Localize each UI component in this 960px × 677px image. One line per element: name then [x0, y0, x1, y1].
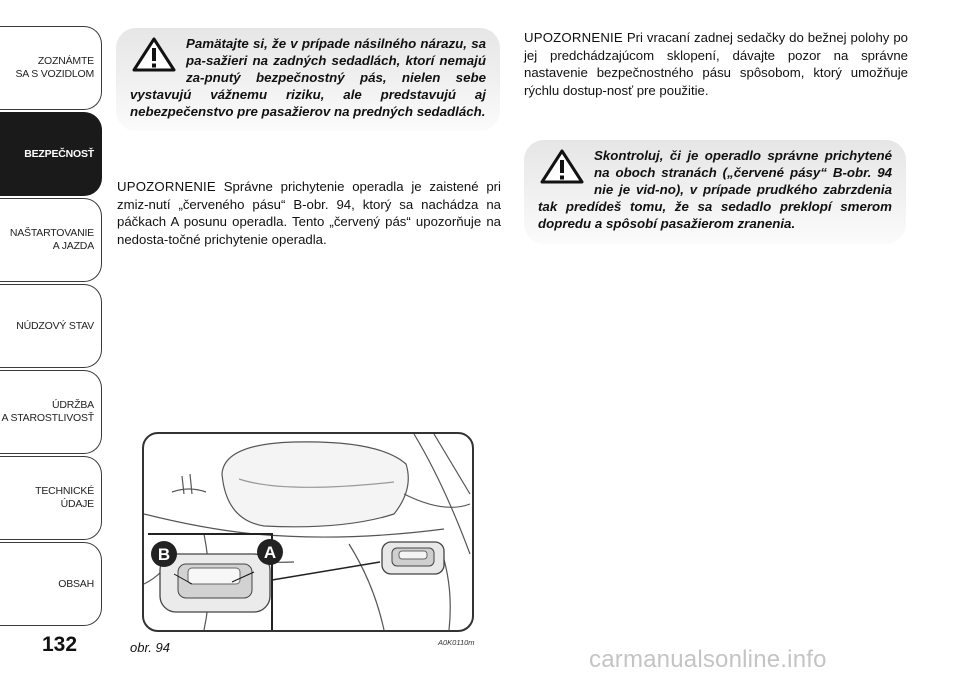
notice-label: UPOZORNENIE — [117, 179, 216, 194]
warning-box-right — [524, 140, 906, 244]
tab-label: NAŠTARTOVANIE A JAZDA — [9, 227, 94, 252]
watermark: carmanualsonline.info — [589, 646, 827, 673]
warning-box-left — [116, 28, 500, 131]
notice-label: UPOZORNENIE — [524, 30, 623, 45]
warning-triangle-icon — [132, 37, 176, 73]
paragraph-left — [117, 178, 501, 248]
paragraph-right — [524, 29, 908, 99]
warning-text: Pamätajte si, že v prípade násilného nárazu, sa pa-sažieri na zadných sedadlách, ktorí nemajú za-pnutý bezpečnostný pás, nielen sebe vystavujú vážnemu riziku, ale predstavujú aj nebezpečenstvo pre pasažierov na predných sedadlách. — [130, 36, 486, 119]
paragraph-body: Správne prichytenie operadla je zaistené pri zmiz-nutí „červeného pásu“ B-obr. 94, ktorý sa nachádza na páčkach A posunu operadla. Tento „červený pás“ upozorňuje na nedosta-točné prichytenie operadla. — [117, 179, 501, 247]
tab-label: BEZPEČNOSŤ — [24, 147, 94, 160]
label-a: A — [263, 543, 277, 562]
tab-bezpecnost[interactable] — [0, 112, 102, 196]
tab-label: NÚDZOVÝ STAV — [16, 319, 94, 332]
warning-text: Skontroluj, či je operadlo správne prichytené na oboch stranách („červené pásy“ B-obr. 94 nie je vid-no), v prípade prudkého zabrzdenia tak predídeš tomu, že sa sedadlo preklopí smerom dopredu a spôsobí pasažierom zranenia. — [538, 148, 892, 231]
tab-obsah[interactable] — [0, 542, 102, 626]
figure-seat-lever — [142, 432, 474, 632]
warning-triangle-icon — [540, 149, 584, 185]
tab-technicke-udaje[interactable] — [0, 456, 102, 540]
page-number: 132 — [42, 633, 78, 656]
paragraph-body: Pri vracaní zadnej sedačky do bežnej polohy po jej predchádzajúcom sklopení, dávajte pozor na správne nastavenie bezpečnostného pásu spôsobom, ktorý umožňuje rýchlu dostup-nosť pre použitie. — [524, 30, 908, 98]
tab-nastartovanie[interactable] — [0, 198, 102, 282]
tab-label: TECHNICKÉ ÚDAJE — [35, 485, 94, 510]
tab-label: OBSAH — [58, 577, 94, 590]
label-b: B — [157, 545, 171, 564]
seat-illustration — [144, 434, 472, 630]
tab-zoznamte[interactable] — [0, 26, 102, 110]
tab-label: ZOZNÁMTE SA S VOZIDLOM — [15, 55, 94, 80]
figure-code: A0K0110m — [438, 638, 475, 647]
figure-caption: obr. 94 — [130, 640, 170, 655]
tab-udrzba[interactable] — [0, 370, 102, 454]
tab-nudzovy-stav[interactable] — [0, 284, 102, 368]
tab-label: ÚDRŽBA A STAROSTLIVOSŤ — [1, 399, 94, 424]
